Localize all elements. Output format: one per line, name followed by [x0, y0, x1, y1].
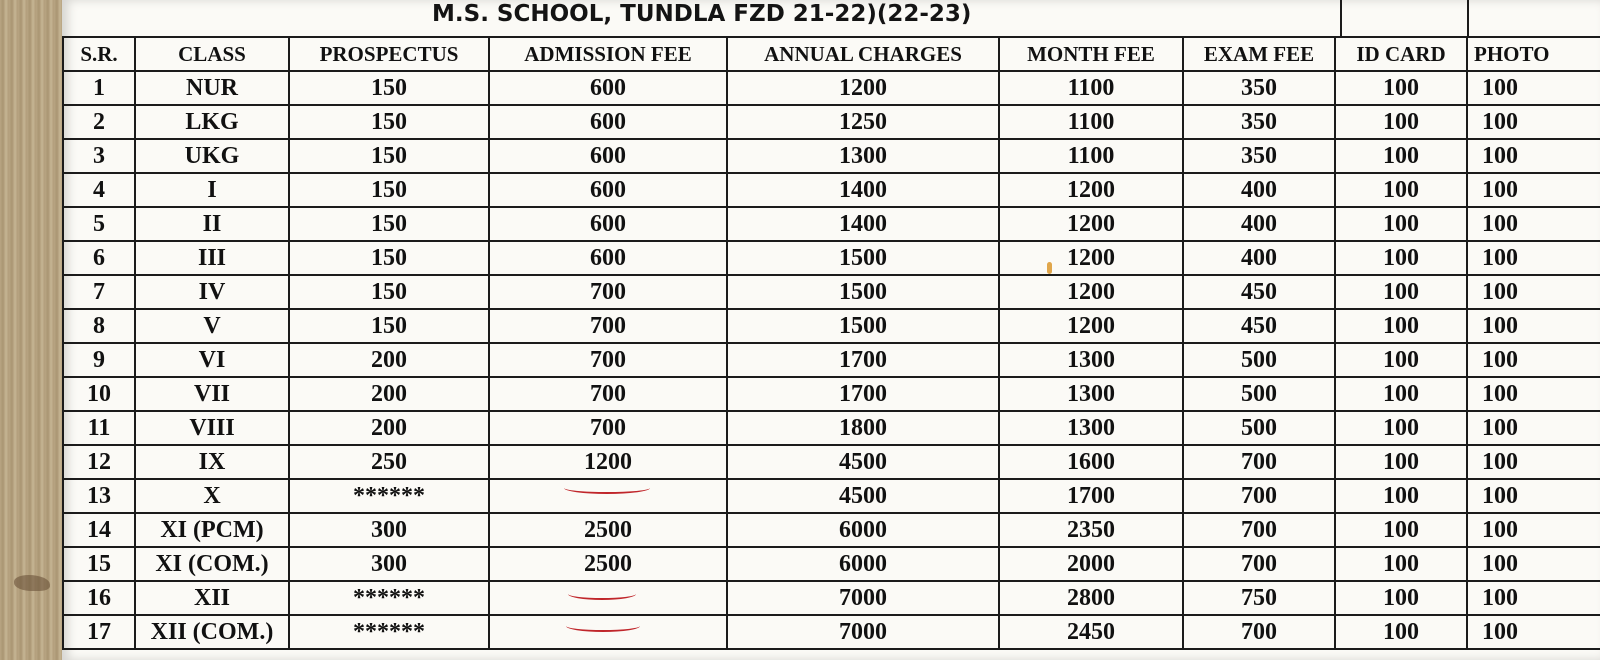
cell-sr: 13	[63, 479, 135, 513]
cell-prospectus: ******	[289, 581, 489, 615]
cell-month: 1100	[999, 71, 1183, 105]
cell-photo: 100	[1467, 309, 1600, 343]
cell-photo: 100	[1467, 615, 1600, 649]
cell-id: 100	[1335, 139, 1467, 173]
cell-exam: 400	[1183, 207, 1335, 241]
cell-month: 1200	[999, 241, 1183, 275]
cell-sr: 10	[63, 377, 135, 411]
cell-admission: 600	[489, 105, 727, 139]
cell-photo: 100	[1467, 377, 1600, 411]
cell-id: 100	[1335, 173, 1467, 207]
cell-photo: 100	[1467, 547, 1600, 581]
cell-photo: 100	[1467, 479, 1600, 513]
cell-id: 100	[1335, 581, 1467, 615]
cell-id: 100	[1335, 71, 1467, 105]
table-row	[63, 445, 1600, 479]
cell-class: XI (COM.)	[135, 547, 289, 581]
cell-prospectus: 150	[289, 173, 489, 207]
cell-month: 2450	[999, 615, 1183, 649]
header-annual-charges: ANNUAL CHARGES	[727, 37, 999, 71]
cell-exam: 350	[1183, 139, 1335, 173]
table-row	[63, 513, 1600, 547]
cell-photo: 100	[1467, 173, 1600, 207]
cell-month: 1700	[999, 479, 1183, 513]
cell-month: 1200	[999, 173, 1183, 207]
cell-prospectus: 250	[289, 445, 489, 479]
cell-annual: 7000	[727, 615, 999, 649]
cell-prospectus: 200	[289, 411, 489, 445]
table-row	[63, 615, 1600, 649]
cell-prospectus: 150	[289, 275, 489, 309]
cell-sr: 12	[63, 445, 135, 479]
cell-photo: 100	[1467, 343, 1600, 377]
cell-admission: 700	[489, 411, 727, 445]
cell-prospectus: 300	[289, 547, 489, 581]
header-id-card: ID CARD	[1335, 37, 1467, 71]
cell-photo: 100	[1467, 139, 1600, 173]
fee-table	[62, 36, 1600, 650]
cell-class: II	[135, 207, 289, 241]
cell-month: 1200	[999, 309, 1183, 343]
cell-class: VIII	[135, 411, 289, 445]
cell-id: 100	[1335, 479, 1467, 513]
cell-id: 100	[1335, 547, 1467, 581]
cell-prospectus: ******	[289, 479, 489, 513]
table-row	[63, 71, 1600, 105]
cell-annual: 6000	[727, 547, 999, 581]
cell-sr: 4	[63, 173, 135, 207]
sheet-content	[62, 0, 1600, 660]
cell-annual: 1400	[727, 207, 999, 241]
cell-admission: 1200	[489, 445, 727, 479]
cell-sr: 11	[63, 411, 135, 445]
title-row	[62, 0, 1600, 38]
cell-exam: 700	[1183, 445, 1335, 479]
cell-prospectus: 200	[289, 343, 489, 377]
cell-month: 2000	[999, 547, 1183, 581]
cell-prospectus: 150	[289, 105, 489, 139]
cell-class: I	[135, 173, 289, 207]
cell-class: XII (COM.)	[135, 615, 289, 649]
cell-id: 100	[1335, 207, 1467, 241]
header-month-fee: MONTH FEE	[999, 37, 1183, 71]
cell-id: 100	[1335, 377, 1467, 411]
cell-prospectus: ******	[289, 615, 489, 649]
red-pen-mark	[566, 620, 640, 632]
cell-sr: 9	[63, 343, 135, 377]
cell-photo: 100	[1467, 241, 1600, 275]
title-divider	[1340, 0, 1342, 36]
cell-sr: 2	[63, 105, 135, 139]
cell-month: 1100	[999, 105, 1183, 139]
table-row	[63, 275, 1600, 309]
table-row	[63, 581, 1600, 615]
fee-sheet	[62, 0, 1600, 660]
cell-id: 100	[1335, 241, 1467, 275]
cell-exam: 500	[1183, 377, 1335, 411]
table-row	[63, 547, 1600, 581]
cell-id: 100	[1335, 343, 1467, 377]
cell-admission: 600	[489, 71, 727, 105]
cell-class: XI (PCM)	[135, 513, 289, 547]
cell-exam: 400	[1183, 241, 1335, 275]
cell-photo: 100	[1467, 105, 1600, 139]
table-row	[63, 105, 1600, 139]
cell-exam: 350	[1183, 105, 1335, 139]
cell-exam: 450	[1183, 275, 1335, 309]
cell-sr: 5	[63, 207, 135, 241]
cell-month: 1300	[999, 343, 1183, 377]
cell-photo: 100	[1467, 445, 1600, 479]
cell-class: V	[135, 309, 289, 343]
cell-sr: 15	[63, 547, 135, 581]
cell-class: VI	[135, 343, 289, 377]
table-row	[63, 309, 1600, 343]
cell-annual: 1400	[727, 173, 999, 207]
cell-photo: 100	[1467, 71, 1600, 105]
cell-exam: 700	[1183, 547, 1335, 581]
cell-photo: 100	[1467, 513, 1600, 547]
cell-prospectus: 150	[289, 71, 489, 105]
page-title: M.S. SCHOOL, TUNDLA FZD 21-22)(22-23)	[432, 1, 972, 27]
table-row	[63, 479, 1600, 513]
cell-class: VII	[135, 377, 289, 411]
cell-sr: 16	[63, 581, 135, 615]
fee-table-body	[63, 71, 1600, 649]
cell-exam: 500	[1183, 411, 1335, 445]
cell-prospectus: 200	[289, 377, 489, 411]
cell-prospectus: 150	[289, 309, 489, 343]
cell-sr: 17	[63, 615, 135, 649]
cell-sr: 1	[63, 71, 135, 105]
title-divider	[1467, 0, 1469, 36]
cell-admission: 700	[489, 309, 727, 343]
cell-class: X	[135, 479, 289, 513]
cell-month: 2350	[999, 513, 1183, 547]
table-row	[63, 139, 1600, 173]
paper-stain	[1047, 262, 1052, 274]
cell-annual: 1250	[727, 105, 999, 139]
cell-photo: 100	[1467, 275, 1600, 309]
cell-class: IV	[135, 275, 289, 309]
cell-sr: 7	[63, 275, 135, 309]
cell-month: 1200	[999, 207, 1183, 241]
cell-annual: 1300	[727, 139, 999, 173]
cell-sr: 14	[63, 513, 135, 547]
cell-month: 1200	[999, 275, 1183, 309]
cell-exam: 700	[1183, 479, 1335, 513]
cell-sr: 6	[63, 241, 135, 275]
header-class: CLASS	[135, 37, 289, 71]
header-photo: PHOTO	[1467, 37, 1600, 71]
header-sr: S.R.	[63, 37, 135, 71]
cell-sr: 3	[63, 139, 135, 173]
cell-class: XII	[135, 581, 289, 615]
cell-annual: 1500	[727, 275, 999, 309]
cell-month: 1300	[999, 377, 1183, 411]
cell-annual: 7000	[727, 581, 999, 615]
cell-photo: 100	[1467, 207, 1600, 241]
header-exam-fee: EXAM FEE	[1183, 37, 1335, 71]
cell-month: 1300	[999, 411, 1183, 445]
header-row	[63, 37, 1600, 71]
table-row	[63, 241, 1600, 275]
cell-annual: 1700	[727, 343, 999, 377]
cell-admission: 2500	[489, 547, 727, 581]
table-row	[63, 207, 1600, 241]
cell-photo: 100	[1467, 581, 1600, 615]
cell-exam: 700	[1183, 513, 1335, 547]
cell-admission: 700	[489, 343, 727, 377]
red-pen-mark	[568, 588, 636, 600]
table-row	[63, 411, 1600, 445]
cell-exam: 750	[1183, 581, 1335, 615]
cell-class: NUR	[135, 71, 289, 105]
cell-prospectus: 150	[289, 207, 489, 241]
cell-admission: 700	[489, 275, 727, 309]
cell-annual: 6000	[727, 513, 999, 547]
header-prospectus: PROSPECTUS	[289, 37, 489, 71]
cell-annual: 1500	[727, 309, 999, 343]
cell-id: 100	[1335, 411, 1467, 445]
cell-admission: 600	[489, 241, 727, 275]
cell-month: 1600	[999, 445, 1183, 479]
cell-class: III	[135, 241, 289, 275]
cell-month: 2800	[999, 581, 1183, 615]
cell-prospectus: 150	[289, 241, 489, 275]
cell-sr: 8	[63, 309, 135, 343]
cell-id: 100	[1335, 275, 1467, 309]
cell-photo: 100	[1467, 411, 1600, 445]
cell-exam: 350	[1183, 71, 1335, 105]
table-row	[63, 377, 1600, 411]
header-admission-fee: ADMISSION FEE	[489, 37, 727, 71]
cell-annual: 1500	[727, 241, 999, 275]
cell-annual: 1700	[727, 377, 999, 411]
cell-annual: 4500	[727, 479, 999, 513]
cell-prospectus: 300	[289, 513, 489, 547]
cell-exam: 400	[1183, 173, 1335, 207]
cell-annual: 1800	[727, 411, 999, 445]
cell-annual: 1200	[727, 71, 999, 105]
table-row	[63, 343, 1600, 377]
cell-id: 100	[1335, 309, 1467, 343]
cell-admission: 600	[489, 173, 727, 207]
cell-id: 100	[1335, 615, 1467, 649]
cell-prospectus: 150	[289, 139, 489, 173]
red-pen-mark	[564, 482, 650, 494]
cell-class: IX	[135, 445, 289, 479]
cell-exam: 700	[1183, 615, 1335, 649]
table-row	[63, 173, 1600, 207]
cell-month: 1100	[999, 139, 1183, 173]
cell-id: 100	[1335, 105, 1467, 139]
cell-admission: 700	[489, 377, 727, 411]
wooden-board-edge	[0, 0, 62, 660]
cell-admission: 600	[489, 139, 727, 173]
cell-class: LKG	[135, 105, 289, 139]
cell-admission: 2500	[489, 513, 727, 547]
cell-id: 100	[1335, 513, 1467, 547]
cell-id: 100	[1335, 445, 1467, 479]
cell-exam: 500	[1183, 343, 1335, 377]
cell-exam: 450	[1183, 309, 1335, 343]
cell-admission: 600	[489, 207, 727, 241]
cell-annual: 4500	[727, 445, 999, 479]
cell-class: UKG	[135, 139, 289, 173]
